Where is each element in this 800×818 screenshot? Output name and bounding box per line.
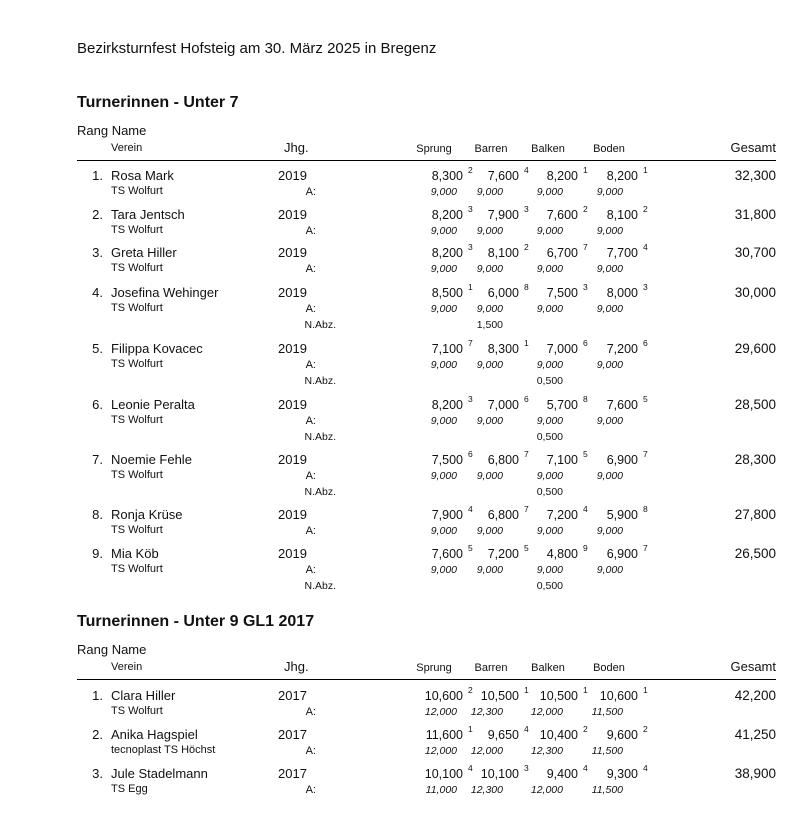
apparatus-rank: 1 xyxy=(468,282,473,292)
difficulty-value: 9,000 xyxy=(430,225,457,237)
apparatus-score: 10,500 xyxy=(539,689,578,703)
athlete-name: Josefina Wehinger xyxy=(111,285,219,300)
header-apparatus: Balken xyxy=(531,143,565,155)
apparatus-score: 7,200 xyxy=(606,342,638,356)
difficulty-value: 9,000 xyxy=(596,303,623,315)
difficulty-value: 9,000 xyxy=(476,225,503,237)
label-a: A: xyxy=(305,745,316,757)
club-name: TS Egg xyxy=(111,783,148,795)
total-score: 30,000 xyxy=(734,285,776,300)
difficulty-value: 9,000 xyxy=(596,564,623,576)
difficulty-value: 9,000 xyxy=(596,415,623,427)
rank-number: 3. xyxy=(92,766,103,781)
difficulty-value: 11,500 xyxy=(591,745,623,757)
difficulty-value: 9,000 xyxy=(536,263,563,275)
apparatus-score: 7,700 xyxy=(606,246,638,260)
difficulty-value: 9,000 xyxy=(430,415,457,427)
difficulty-value: 12,300 xyxy=(530,745,563,757)
label-nabz: N.Abz. xyxy=(304,375,336,387)
club-name: TS Wolfurt xyxy=(111,414,163,426)
apparatus-rank: 7 xyxy=(583,242,588,252)
apparatus-rank: 4 xyxy=(468,504,473,514)
apparatus-score: 7,600 xyxy=(487,169,519,183)
apparatus-score: 7,900 xyxy=(431,508,463,522)
club-name: TS Wolfurt xyxy=(111,224,163,236)
club-name: TS Wolfurt xyxy=(111,705,163,717)
header-total: Gesamt xyxy=(730,659,776,674)
apparatus-score: 5,700 xyxy=(546,398,578,412)
apparatus-score: 8,300 xyxy=(487,342,519,356)
header-verein: Verein xyxy=(111,142,143,154)
apparatus-rank: 2 xyxy=(583,724,588,734)
difficulty-value: 12,300 xyxy=(470,706,503,718)
difficulty-value: 9,000 xyxy=(476,359,503,371)
difficulty-value: 12,000 xyxy=(530,706,563,718)
apparatus-score: 5,900 xyxy=(606,508,638,522)
difficulty-value: 9,000 xyxy=(476,564,503,576)
apparatus-score: 7,500 xyxy=(431,453,463,467)
difficulty-value: 9,000 xyxy=(476,303,503,315)
apparatus-score: 6,900 xyxy=(606,453,638,467)
apparatus-rank: 3 xyxy=(524,763,529,773)
apparatus-rank: 7 xyxy=(524,504,529,514)
total-score: 28,300 xyxy=(734,452,776,467)
athlete-name: Jule Stadelmann xyxy=(111,766,208,781)
athlete-name: Ronja Krüse xyxy=(111,507,183,522)
difficulty-value: 12,000 xyxy=(470,745,503,757)
difficulty-value: 9,000 xyxy=(596,186,623,198)
difficulty-value: 9,000 xyxy=(536,186,563,198)
difficulty-value: 9,000 xyxy=(476,470,503,482)
apparatus-score: 10,600 xyxy=(424,689,463,703)
apparatus-score: 7,000 xyxy=(546,342,578,356)
apparatus-score: 8,100 xyxy=(606,208,638,222)
apparatus-score: 6,700 xyxy=(546,246,578,260)
apparatus-rank: 2 xyxy=(468,685,473,695)
club-name: TS Wolfurt xyxy=(111,563,163,575)
apparatus-rank: 8 xyxy=(524,282,529,292)
result-row xyxy=(0,338,800,393)
neutral-deduction: 1,500 xyxy=(476,319,503,331)
label-a: A: xyxy=(305,359,316,371)
total-score: 41,250 xyxy=(734,727,776,742)
apparatus-rank: 4 xyxy=(583,504,588,514)
difficulty-value: 11,000 xyxy=(425,784,457,796)
header-apparatus: Balken xyxy=(531,662,565,674)
birth-year: 2019 xyxy=(278,285,307,300)
apparatus-rank: 3 xyxy=(468,204,473,214)
apparatus-score: 7,200 xyxy=(546,508,578,522)
difficulty-value: 12,300 xyxy=(470,784,503,796)
apparatus-score: 7,600 xyxy=(546,208,578,222)
apparatus-score: 9,300 xyxy=(606,767,638,781)
total-score: 30,700 xyxy=(734,245,776,260)
header-rank-name: Rang Name xyxy=(77,642,147,657)
apparatus-score: 8,200 xyxy=(606,169,638,183)
apparatus-score: 9,650 xyxy=(487,728,519,742)
apparatus-rank: 4 xyxy=(524,165,529,175)
label-nabz: N.Abz. xyxy=(304,319,336,331)
difficulty-value: 9,000 xyxy=(476,263,503,275)
difficulty-value: 9,000 xyxy=(536,564,563,576)
athlete-name: Filippa Kovacec xyxy=(111,341,203,356)
header-rule xyxy=(77,679,776,680)
apparatus-rank: 4 xyxy=(468,763,473,773)
difficulty-value: 9,000 xyxy=(536,525,563,537)
rank-number: 3. xyxy=(92,245,103,260)
difficulty-value: 9,000 xyxy=(476,415,503,427)
rank-number: 2. xyxy=(92,727,103,742)
label-a: A: xyxy=(305,186,316,198)
difficulty-value: 9,000 xyxy=(430,303,457,315)
apparatus-rank: 2 xyxy=(468,165,473,175)
result-row xyxy=(0,282,800,337)
difficulty-value: 9,000 xyxy=(430,564,457,576)
apparatus-rank: 2 xyxy=(583,204,588,214)
header-apparatus: Barren xyxy=(474,143,508,155)
difficulty-value: 9,000 xyxy=(596,470,623,482)
difficulty-value: 9,000 xyxy=(536,225,563,237)
apparatus-score: 8,000 xyxy=(606,286,638,300)
club-name: tecnoplast TS Höchst xyxy=(111,744,216,756)
rank-number: 6. xyxy=(92,397,103,412)
apparatus-rank: 2 xyxy=(643,204,648,214)
apparatus-rank: 8 xyxy=(583,394,588,404)
apparatus-score: 9,600 xyxy=(606,728,638,742)
difficulty-value: 11,500 xyxy=(591,784,623,796)
header-apparatus: Boden xyxy=(593,662,625,674)
apparatus-rank: 5 xyxy=(524,543,529,553)
apparatus-score: 10,400 xyxy=(539,728,578,742)
apparatus-rank: 6 xyxy=(583,338,588,348)
apparatus-rank: 3 xyxy=(468,394,473,404)
apparatus-rank: 1 xyxy=(468,724,473,734)
difficulty-value: 11,500 xyxy=(591,706,623,718)
difficulty-value: 9,000 xyxy=(596,525,623,537)
club-name: TS Wolfurt xyxy=(111,524,163,536)
club-name: TS Wolfurt xyxy=(111,358,163,370)
label-a: A: xyxy=(305,303,316,315)
apparatus-score: 8,200 xyxy=(431,246,463,260)
apparatus-rank: 6 xyxy=(643,338,648,348)
document-title: Bezirksturnfest Hofsteig am 30. März 2025 in Bregenz xyxy=(77,40,437,57)
birth-year: 2019 xyxy=(278,546,307,561)
header-jhg: Jhg. xyxy=(284,659,309,674)
header-apparatus: Barren xyxy=(474,662,508,674)
rank-number: 7. xyxy=(92,452,103,467)
rank-number: 8. xyxy=(92,507,103,522)
athlete-name: Anika Hagspiel xyxy=(111,727,198,742)
club-name: TS Wolfurt xyxy=(111,469,163,481)
difficulty-value: 9,000 xyxy=(476,525,503,537)
apparatus-rank: 3 xyxy=(583,282,588,292)
difficulty-value: 12,000 xyxy=(424,745,457,757)
apparatus-rank: 8 xyxy=(643,504,648,514)
rank-number: 1. xyxy=(92,688,103,703)
difficulty-value: 12,000 xyxy=(424,706,457,718)
label-a: A: xyxy=(305,225,316,237)
apparatus-rank: 6 xyxy=(468,449,473,459)
apparatus-rank: 3 xyxy=(468,242,473,252)
apparatus-score: 10,500 xyxy=(480,689,519,703)
apparatus-score: 6,900 xyxy=(606,547,638,561)
rank-number: 5. xyxy=(92,341,103,356)
apparatus-rank: 2 xyxy=(524,242,529,252)
label-a: A: xyxy=(305,470,316,482)
birth-year: 2019 xyxy=(278,452,307,467)
apparatus-rank: 6 xyxy=(524,394,529,404)
apparatus-rank: 4 xyxy=(643,242,648,252)
difficulty-value: 9,000 xyxy=(430,263,457,275)
athlete-name: Rosa Mark xyxy=(111,168,174,183)
apparatus-score: 7,900 xyxy=(487,208,519,222)
difficulty-value: 9,000 xyxy=(430,359,457,371)
difficulty-value: 9,000 xyxy=(430,470,457,482)
apparatus-rank: 1 xyxy=(583,685,588,695)
label-a: A: xyxy=(305,564,316,576)
apparatus-score: 7,600 xyxy=(606,398,638,412)
apparatus-score: 10,100 xyxy=(480,767,519,781)
neutral-deduction: 0,500 xyxy=(536,580,563,592)
apparatus-score: 7,000 xyxy=(487,398,519,412)
athlete-name: Mia Köb xyxy=(111,546,159,561)
apparatus-score: 7,200 xyxy=(487,547,519,561)
result-row xyxy=(0,449,800,504)
total-score: 32,300 xyxy=(734,168,776,183)
rank-number: 1. xyxy=(92,168,103,183)
athlete-name: Tara Jentsch xyxy=(111,207,185,222)
athlete-name: Leonie Peralta xyxy=(111,397,195,412)
apparatus-score: 7,600 xyxy=(431,547,463,561)
result-row xyxy=(0,763,800,818)
apparatus-score: 6,800 xyxy=(487,508,519,522)
header-total: Gesamt xyxy=(730,140,776,155)
rank-number: 2. xyxy=(92,207,103,222)
birth-year: 2019 xyxy=(278,207,307,222)
result-row xyxy=(0,394,800,449)
birth-year: 2019 xyxy=(278,397,307,412)
rank-number: 4. xyxy=(92,285,103,300)
difficulty-value: 9,000 xyxy=(536,470,563,482)
birth-year: 2019 xyxy=(278,507,307,522)
birth-year: 2019 xyxy=(278,245,307,260)
label-a: A: xyxy=(305,415,316,427)
neutral-deduction: 0,500 xyxy=(536,486,563,498)
difficulty-value: 9,000 xyxy=(476,186,503,198)
label-a: A: xyxy=(305,263,316,275)
club-name: TS Wolfurt xyxy=(111,262,163,274)
apparatus-rank: 7 xyxy=(643,449,648,459)
apparatus-rank: 9 xyxy=(583,543,588,553)
label-a: A: xyxy=(305,525,316,537)
total-score: 38,900 xyxy=(734,766,776,781)
difficulty-value: 12,000 xyxy=(530,784,563,796)
apparatus-rank: 3 xyxy=(643,282,648,292)
apparatus-score: 7,100 xyxy=(431,342,463,356)
apparatus-rank: 7 xyxy=(643,543,648,553)
apparatus-rank: 7 xyxy=(524,449,529,459)
difficulty-value: 9,000 xyxy=(430,525,457,537)
header-apparatus: Boden xyxy=(593,143,625,155)
birth-year: 2019 xyxy=(278,168,307,183)
header-apparatus: Sprung xyxy=(416,143,452,155)
birth-year: 2017 xyxy=(278,688,307,703)
apparatus-score: 8,200 xyxy=(431,398,463,412)
apparatus-rank: 1 xyxy=(643,685,648,695)
apparatus-rank: 1 xyxy=(524,338,529,348)
apparatus-rank: 2 xyxy=(643,724,648,734)
total-score: 26,500 xyxy=(734,546,776,561)
difficulty-value: 9,000 xyxy=(596,263,623,275)
athlete-name: Greta Hiller xyxy=(111,245,177,260)
athlete-name: Noemie Fehle xyxy=(111,452,192,467)
total-score: 28,500 xyxy=(734,397,776,412)
total-score: 42,200 xyxy=(734,688,776,703)
apparatus-score: 9,400 xyxy=(546,767,578,781)
apparatus-score: 8,500 xyxy=(431,286,463,300)
difficulty-value: 9,000 xyxy=(536,303,563,315)
apparatus-rank: 7 xyxy=(468,338,473,348)
apparatus-score: 6,800 xyxy=(487,453,519,467)
apparatus-rank: 5 xyxy=(468,543,473,553)
club-name: TS Wolfurt xyxy=(111,185,163,197)
difficulty-value: 9,000 xyxy=(536,359,563,371)
neutral-deduction: 0,500 xyxy=(536,431,563,443)
apparatus-score: 10,600 xyxy=(599,689,638,703)
total-score: 31,800 xyxy=(734,207,776,222)
birth-year: 2017 xyxy=(278,766,307,781)
apparatus-score: 8,300 xyxy=(431,169,463,183)
header-rank-name: Rang Name xyxy=(77,123,147,138)
label-a: A: xyxy=(305,706,316,718)
rank-number: 9. xyxy=(92,546,103,561)
apparatus-score: 8,200 xyxy=(431,208,463,222)
neutral-deduction: 0,500 xyxy=(536,375,563,387)
section-title: Turnerinnen - Unter 7 xyxy=(77,94,239,111)
header-apparatus: Sprung xyxy=(416,662,452,674)
club-name: TS Wolfurt xyxy=(111,302,163,314)
difficulty-value: 9,000 xyxy=(430,186,457,198)
apparatus-score: 11,600 xyxy=(425,728,463,742)
difficulty-value: 9,000 xyxy=(596,225,623,237)
header-jhg: Jhg. xyxy=(284,140,309,155)
header-rule xyxy=(77,160,776,161)
birth-year: 2019 xyxy=(278,341,307,356)
birth-year: 2017 xyxy=(278,727,307,742)
apparatus-rank: 1 xyxy=(524,685,529,695)
apparatus-rank: 4 xyxy=(583,763,588,773)
apparatus-score: 4,800 xyxy=(546,547,578,561)
apparatus-rank: 5 xyxy=(643,394,648,404)
difficulty-value: 9,000 xyxy=(596,359,623,371)
athlete-name: Clara Hiller xyxy=(111,688,176,703)
apparatus-score: 10,100 xyxy=(424,767,463,781)
label-nabz: N.Abz. xyxy=(304,580,336,592)
apparatus-score: 8,100 xyxy=(487,246,519,260)
difficulty-value: 9,000 xyxy=(536,415,563,427)
apparatus-score: 7,100 xyxy=(546,453,578,467)
apparatus-rank: 5 xyxy=(583,449,588,459)
apparatus-score: 6,000 xyxy=(487,286,519,300)
label-nabz: N.Abz. xyxy=(304,486,336,498)
apparatus-score: 7,500 xyxy=(546,286,578,300)
apparatus-score: 8,200 xyxy=(546,169,578,183)
label-nabz: N.Abz. xyxy=(304,431,336,443)
apparatus-rank: 3 xyxy=(524,204,529,214)
apparatus-rank: 4 xyxy=(524,724,529,734)
apparatus-rank: 1 xyxy=(643,165,648,175)
header-verein: Verein xyxy=(111,661,143,673)
apparatus-rank: 4 xyxy=(643,763,648,773)
total-score: 27,800 xyxy=(734,507,776,522)
section-title: Turnerinnen - Unter 9 GL1 2017 xyxy=(77,613,315,630)
apparatus-rank: 1 xyxy=(583,165,588,175)
total-score: 29,600 xyxy=(734,341,776,356)
result-row xyxy=(0,543,800,598)
label-a: A: xyxy=(305,784,316,796)
